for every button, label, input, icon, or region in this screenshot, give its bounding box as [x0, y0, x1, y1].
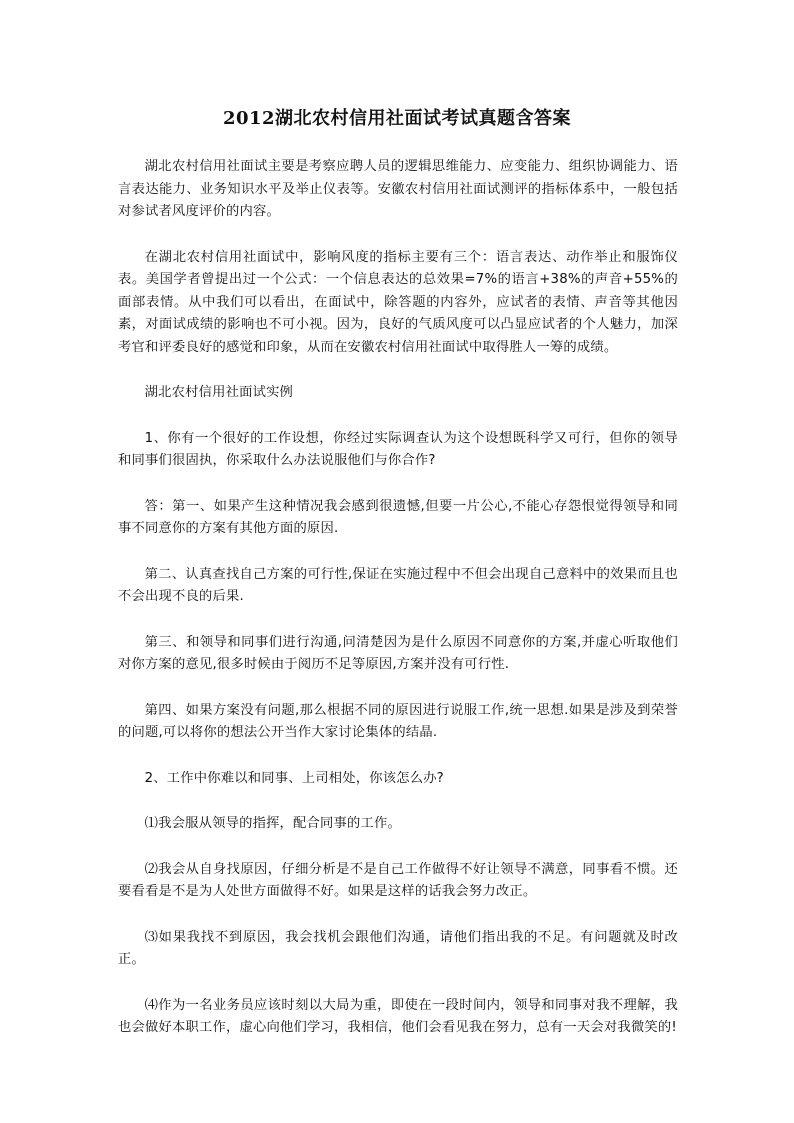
document-title: 2012湖北农村信用社面试考试真题含答案 — [222, 108, 572, 129]
document-body — [118, 156, 678, 1063]
paragraph-demeanor: 在湖北农村信用社面试中，影响风度的指标主要有三个：语言表达、动作举止和服饰仪表。美国学者曾提出过一个公式：一个信息表达的总效果=7%的语言+38%的声音+55%的面部表情。从中我们可以看出，在面试中，除答题的内容外，应试者的表情、声音等其他因素，对面试成绩的影响也不可小视。因为，良好的气质风度可以凸显应试者的个人魅力，加深考官和评委良好的感觉和印象，从而在安徽农村信用社面试中取得胜人一筹的成绩。 — [118, 249, 678, 355]
paragraph-intro: 湖北农村信用社面试主要是考察应聘人员的逻辑思维能力、应变能力、组织协调能力、语言表达能力、业务知识水平及举止仪表等。安徽农村信用社面试测评的指标体系中，一般包括对参试者风度评价的内容。 — [118, 159, 678, 219]
answer-1-third: 第三、和领导和同事们进行沟通,问清楚因为是什么原因不同意你的方案,并虚心听取他们对你方案的意见,很多时候由于阅历不足等原因,方案并没有可行性. — [118, 634, 678, 672]
answer-1-fourth: 第四、如果方案没有问题,那么根据不同的原因进行说服工作,统一思想.如果是涉及到荣誉的问题,可以将你的想法公开当作大家讨论集体的结晶. — [118, 702, 678, 740]
answer-1-first: 答：第一、如果产生这种情况我会感到很遗憾,但要一片公心,不能心存怨恨觉得领导和同事不同意你的方案有其他方面的原因. — [118, 498, 678, 536]
answer-2-item-2: ⑵我会从自身找原因，仔细分析是不是自己工作做得不好让领导不满意，同事看不惯。还要看看是不是为人处世方面做得不好。如果是这样的话我会努力改正。 — [118, 861, 678, 899]
question-2: 2、工作中你难以和同事、上司相处，你该怎么办? — [144, 770, 444, 786]
answer-2-item-4: ⑷作为一名业务员应该时刻以大局为重，即使在一段时间内，领导和同事对我不理解，我也会做好本职工作，虚心向他们学习，我相信，他们会看见我在努力，总有一天会对我微笑的! — [118, 997, 678, 1035]
answer-1-second: 第二、认真查找自己方案的可行性,保证在实施过程中不但会出现自己意料中的效果而且也不会出现不良的后果. — [118, 566, 678, 604]
answer-2-item-1: ⑴我会服从领导的指挥，配合同事的工作。 — [144, 816, 402, 831]
section-heading-examples: 湖北农村信用社面试实例 — [144, 385, 294, 400]
question-1: 1、你有一个很好的工作设想，你经过实际调查认为这个设想既科学又可行，但你的领导和同事们很固执，你采取什么办法说服他们与你合作? — [118, 430, 678, 468]
answer-2-item-3: ⑶如果我找不到原因，我会找机会跟他们沟通，请他们指出我的不足。有问题就及时改正。 — [118, 929, 678, 967]
